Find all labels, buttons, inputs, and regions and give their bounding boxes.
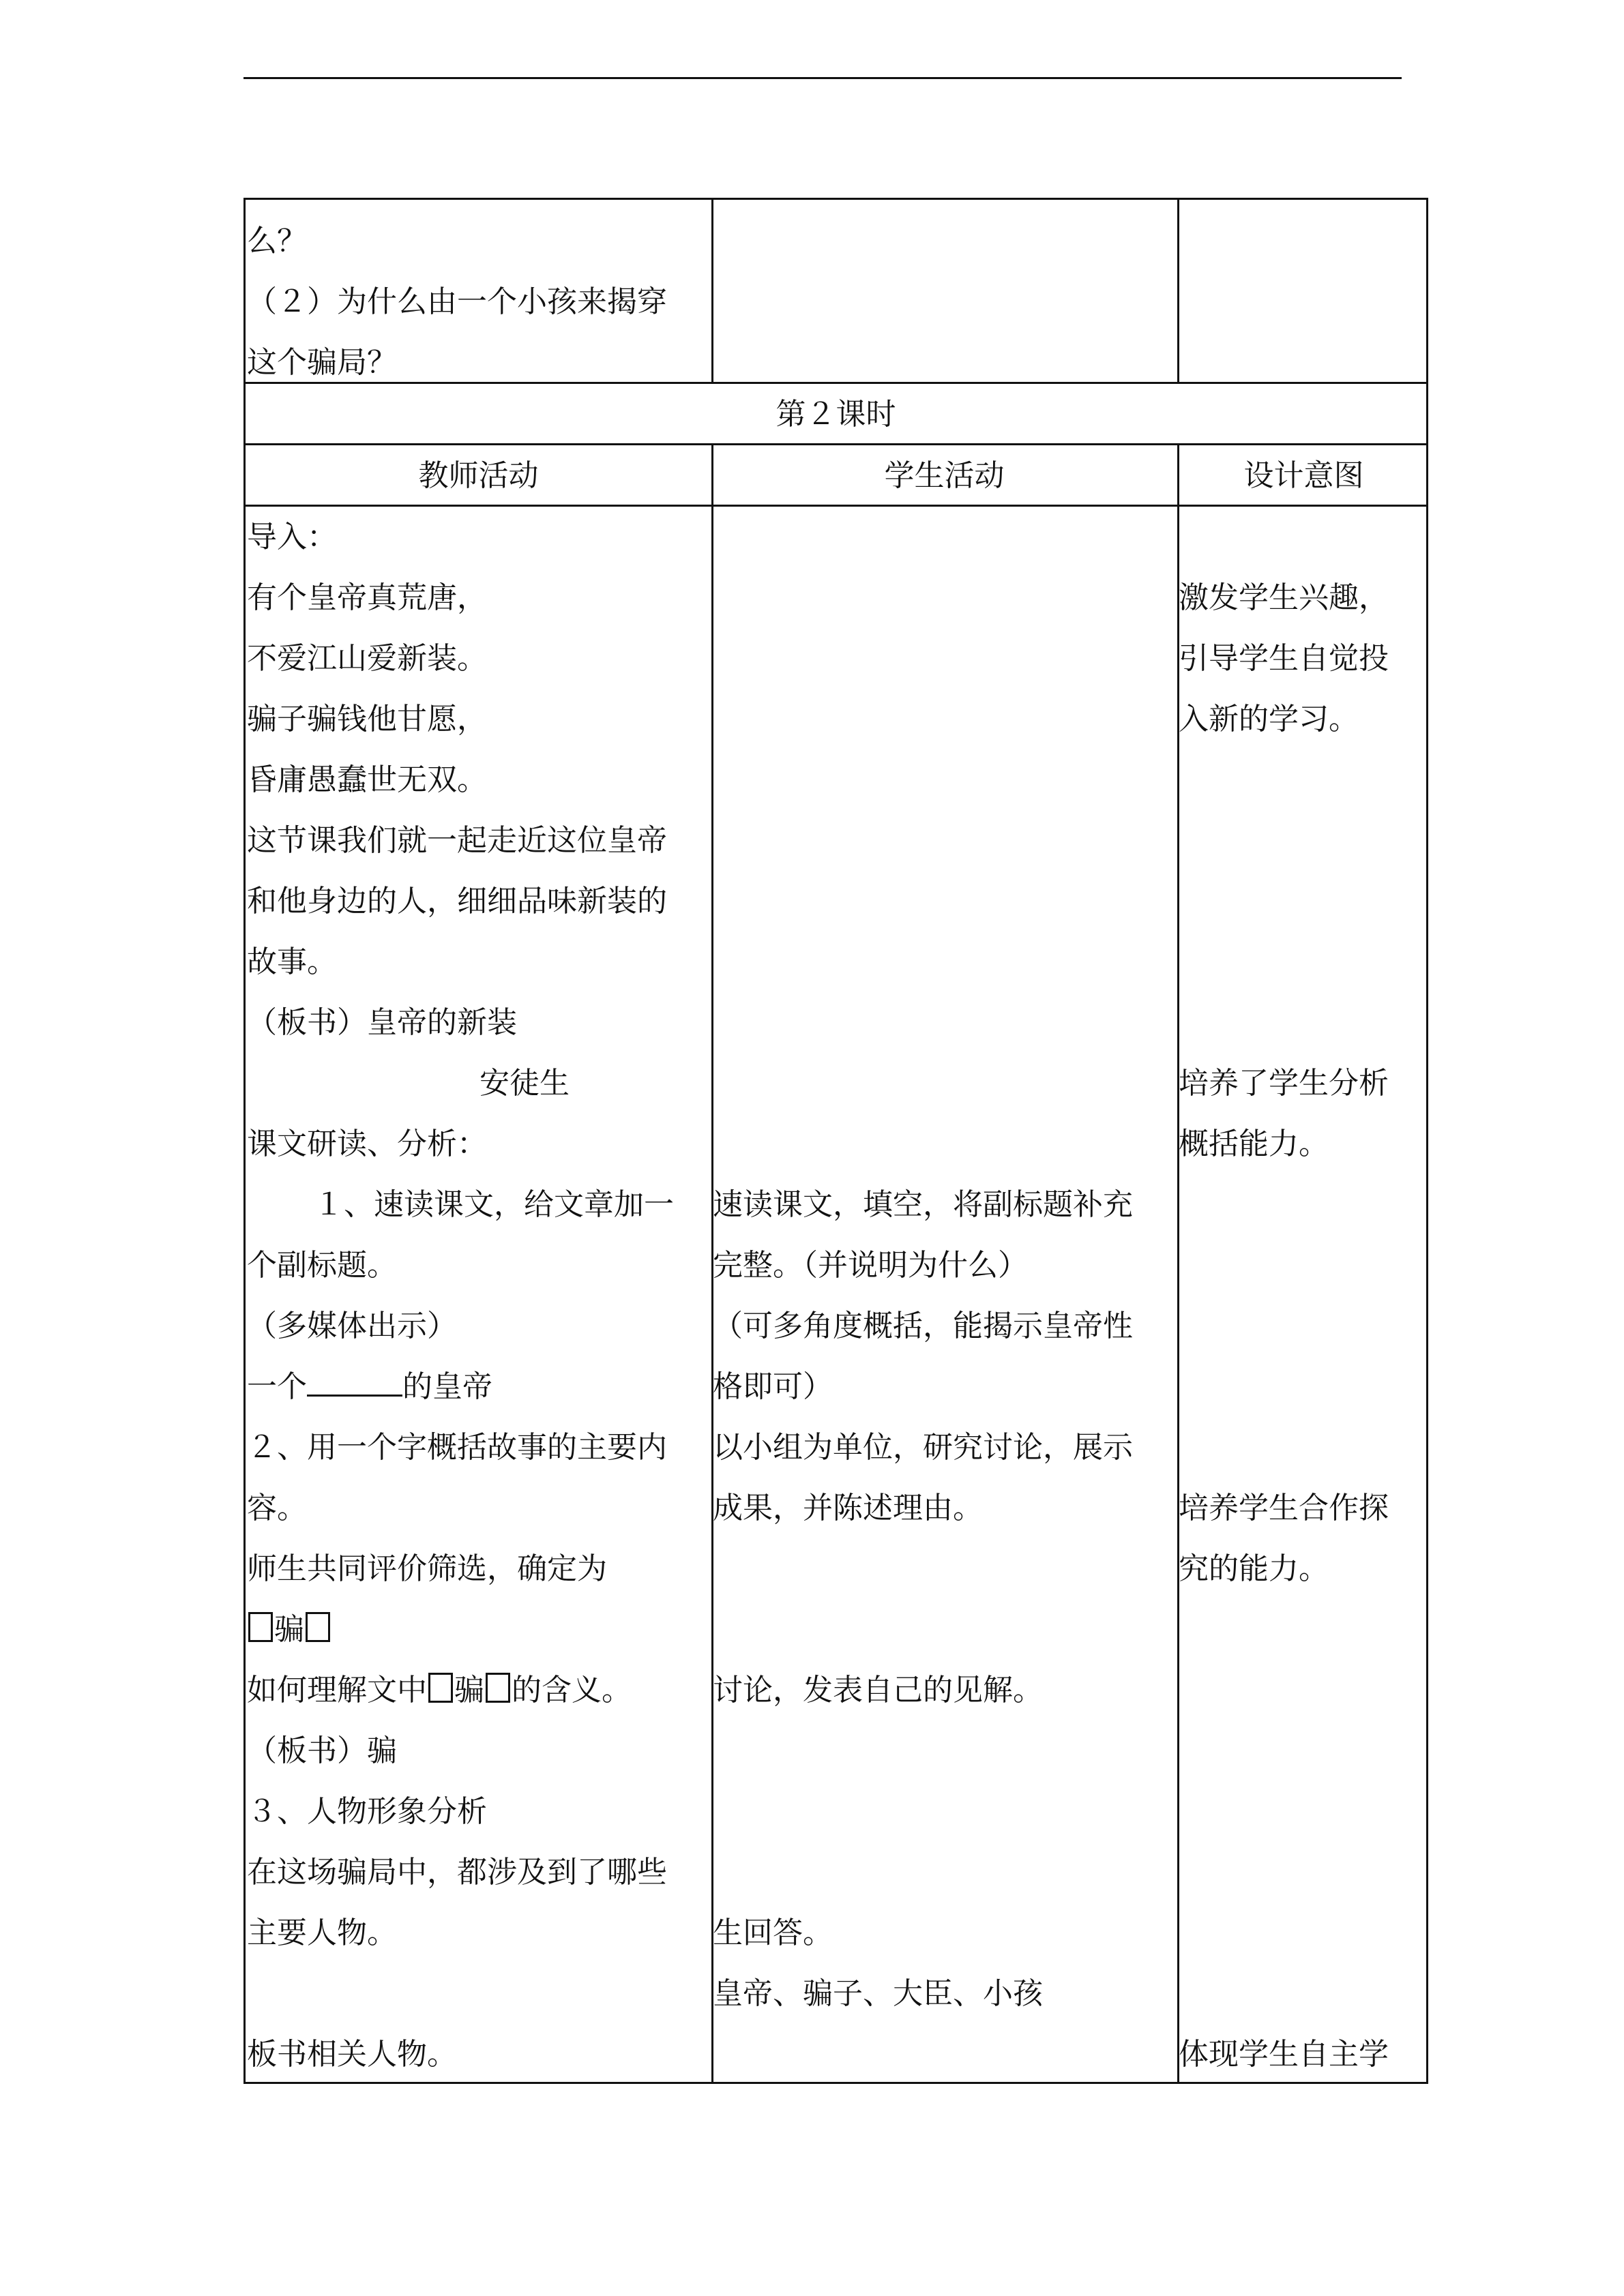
teacher-line: 在这场骗局中，都涉及到了哪些 xyxy=(247,1855,667,1890)
teacher-line: ２、用一个字概括故事的主要内 xyxy=(247,1430,667,1465)
fill-blank-line xyxy=(307,1365,402,1397)
lesson-table xyxy=(243,198,1428,2084)
teacher-line: 骗子骗钱他甘愿， xyxy=(247,702,487,736)
column-divider xyxy=(1177,200,1179,382)
student-line: 格即可） xyxy=(713,1369,833,1404)
teacher-line: ３、人物形象分析 xyxy=(247,1794,487,1829)
top-teacher-line-2: （２）为什么由一个小孩来揭穿 xyxy=(247,284,667,319)
design-line: 培养了学生分析 xyxy=(1179,1066,1389,1101)
student-line: 成果，并陈述理由。 xyxy=(713,1491,983,1525)
student-line: 讨论，发表自己的见解。 xyxy=(713,1673,1043,1708)
teacher-line: 这节课我们就一起走近这位皇帝 xyxy=(247,823,667,858)
design-line: 培养学生合作探 xyxy=(1179,1491,1389,1525)
lesson-title: 第２课时 xyxy=(776,397,896,432)
quoted-word: 骗 xyxy=(454,1673,484,1708)
missing-glyph-icon xyxy=(428,1673,453,1703)
teacher-line-quoted xyxy=(247,1660,632,1720)
quote-prefix: 如何理解文中 xyxy=(247,1673,427,1708)
student-line: 完整。（并说明为什么） xyxy=(713,1248,1028,1283)
student-line: 以小组为单位，研究讨论，展示 xyxy=(713,1430,1133,1465)
student-line: 皇帝、骗子、大臣、小孩 xyxy=(713,1976,1043,2011)
teacher-line: 个副标题。 xyxy=(247,1248,397,1283)
teacher-line: （板书）骗 xyxy=(247,1733,397,1768)
teacher-line-fill-blank xyxy=(247,1356,492,1417)
teacher-line: 容。 xyxy=(247,1491,307,1525)
top-teacher-line-1: 么？ xyxy=(247,224,307,258)
teacher-line: １、速读课文，给文章加一 xyxy=(314,1187,674,1222)
teacher-line: 板书相关人物。 xyxy=(247,2037,457,2072)
teacher-line-quoted xyxy=(247,1599,331,1660)
design-line: 引导学生自觉投 xyxy=(1179,641,1389,676)
teacher-line: 课文研读、分析： xyxy=(247,1127,487,1161)
quote-suffix: 的含义。 xyxy=(512,1673,632,1708)
teacher-line: 导入： xyxy=(247,520,337,554)
missing-glyph-icon xyxy=(306,1612,330,1642)
student-line: （可多角度概括，能揭示皇帝性 xyxy=(713,1309,1133,1343)
teacher-line-author: 安徒生 xyxy=(479,1066,570,1101)
student-line: 生回答。 xyxy=(713,1915,833,1950)
quoted-word: 骗 xyxy=(274,1612,304,1647)
student-line: 速读课文，填空，将副标题补充 xyxy=(713,1187,1133,1222)
column-divider xyxy=(711,200,713,382)
design-line: 激发学生兴趣， xyxy=(1179,580,1389,615)
fill-blank-prefix: 一个 xyxy=(247,1369,307,1404)
header-design: 设计意图 xyxy=(1243,458,1364,493)
fill-blank-suffix: 的皇帝 xyxy=(402,1369,492,1404)
teacher-line: 昏庸愚蠢世无双。 xyxy=(247,762,487,797)
design-line: 入新的学习。 xyxy=(1179,702,1359,736)
teacher-line: （板书）皇帝的新装 xyxy=(247,1005,517,1040)
teacher-line: 和他身边的人，细细品味新装的 xyxy=(247,884,667,919)
top-teacher-line-3: 这个骗局？ xyxy=(247,345,397,380)
teacher-line: 不爱江山爱新装。 xyxy=(247,641,487,676)
design-line: 概括能力。 xyxy=(1179,1127,1329,1161)
missing-glyph-icon xyxy=(486,1673,510,1703)
header-teacher: 教师活动 xyxy=(418,458,539,493)
header-rule xyxy=(243,77,1402,79)
header-student: 学生活动 xyxy=(884,458,1005,493)
teacher-line: 师生共同评价筛选，确定为 xyxy=(247,1551,607,1586)
teacher-line: （多媒体出示） xyxy=(247,1309,457,1343)
teacher-line: 主要人物。 xyxy=(247,1915,397,1950)
missing-glyph-icon xyxy=(248,1612,273,1642)
teacher-line: 故事。 xyxy=(247,944,337,979)
design-line: 究的能力。 xyxy=(1179,1551,1329,1586)
teacher-line: 有个皇帝真荒唐， xyxy=(247,580,487,615)
design-line: 体现学生自主学 xyxy=(1179,2037,1389,2072)
